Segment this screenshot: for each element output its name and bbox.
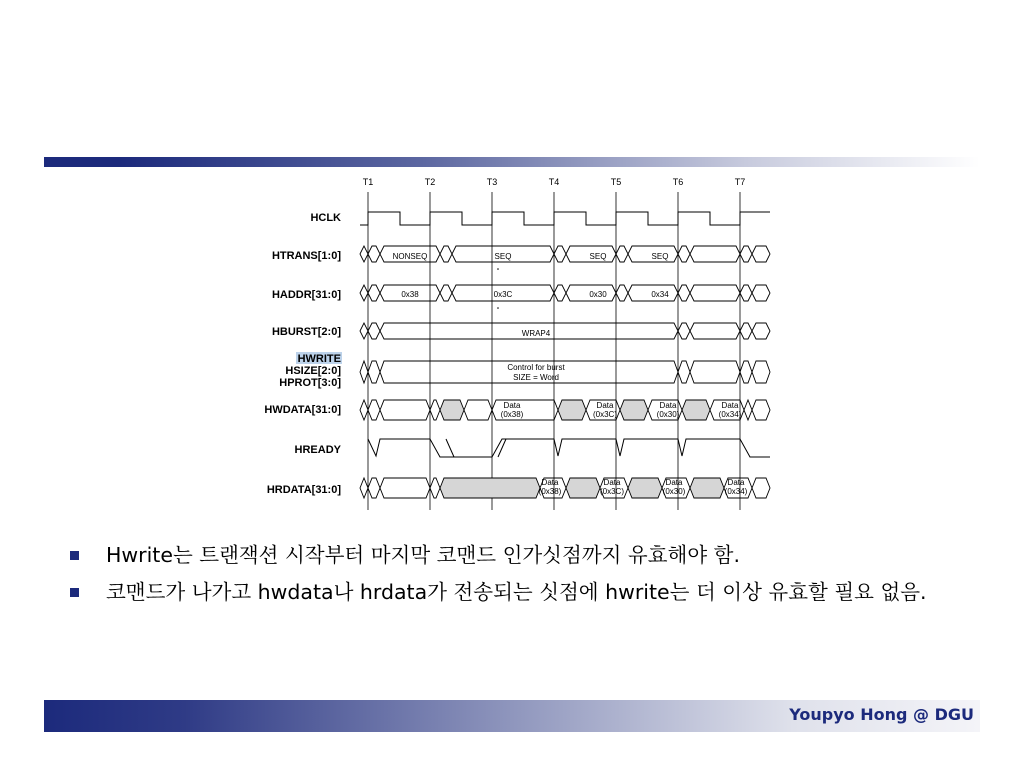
tick-label: T4 [548, 177, 560, 187]
bus-segment [440, 285, 452, 301]
signal-label-htrans: HTRANS[1:0] [271, 250, 341, 262]
signal-label-haddr: HADDR[31:0] [271, 289, 341, 301]
bus-segment [616, 246, 628, 262]
bullet-item-2 [70, 577, 970, 608]
hrdata-label-2: Data [603, 478, 621, 487]
htrans-value-1: NONSEQ [392, 252, 428, 261]
bus-segment [430, 400, 440, 420]
hrdata-addr-1: (0x38) [538, 487, 562, 496]
signal-label-hclk: HCLK [310, 212, 341, 224]
bus-segment [678, 361, 690, 383]
hrdata-addr-3: (0x30) [662, 487, 686, 496]
bus-segment [678, 285, 690, 301]
bus-segment [360, 478, 368, 498]
hrdata-label-1: Data [541, 478, 559, 487]
bus-segment [752, 478, 770, 498]
bus-segment [368, 361, 380, 383]
haddr-value-4: 0x34 [651, 290, 669, 299]
bus-segment [368, 400, 380, 420]
bus-segment [554, 246, 566, 262]
ahb-timing-diagram [240, 170, 780, 515]
bus-segment [360, 400, 368, 420]
bus-segment [368, 246, 380, 262]
hwdata-label-2: Data [596, 401, 614, 410]
hrdata-addr-2: (0x3C) [599, 487, 625, 496]
bus-segment [616, 285, 628, 301]
signal-label-hburst: HBURST[2:0] [271, 326, 341, 338]
control-value-line1: Control for burst [507, 363, 565, 372]
hwdata-addr-3: (0x30) [656, 410, 680, 419]
htrans-value-2: SEQ [494, 252, 512, 261]
bus-segment [380, 478, 430, 498]
haddr-value-2: 0x3C [493, 290, 513, 299]
bullet-square-icon [70, 588, 79, 597]
htrans-value-3: SEQ [589, 252, 607, 261]
signal-label-hsize: HSIZE[2:0] [285, 365, 341, 377]
bus-segment [368, 478, 380, 498]
bus-segment [558, 400, 586, 420]
tick-label: T7 [734, 177, 746, 187]
hwdata-addr-1: (0x38) [500, 410, 524, 419]
signal-label-hwrite: HWRITE [297, 353, 341, 365]
bus-segment [690, 323, 740, 339]
bullet-square-icon [70, 551, 79, 560]
hrdata-label-3: Data [665, 478, 683, 487]
signal-label-hrdata: HRDATA[31:0] [266, 484, 341, 496]
hwdata-label-3: Data [659, 401, 677, 410]
bus-waveform-layer [360, 246, 770, 498]
tick-label: T6 [672, 177, 684, 187]
tick-label: T2 [424, 177, 436, 187]
tick-label: T5 [610, 177, 622, 187]
bus-segment [682, 400, 710, 420]
bus-segment [740, 285, 752, 301]
bus-segment [744, 400, 752, 420]
signal-label-hwdata: HWDATA[31:0] [264, 404, 341, 416]
control-value-line2: SIZE = Word [513, 373, 559, 382]
marker-dot-2 [497, 307, 499, 309]
bus-segment [620, 400, 648, 420]
bus-segment [430, 478, 440, 498]
bus-segment [678, 246, 690, 262]
marker-dot-1 [497, 268, 499, 270]
bus-segment [690, 478, 724, 498]
bus-segment [464, 400, 492, 420]
signal-label-hready: HREADY [294, 444, 341, 456]
bus-segment [740, 361, 752, 383]
bullet-text-1: Hwrite는 트랜잭션 시작부터 마지막 코맨드 인가싯점까지 유효해야 함. [106, 543, 740, 567]
hwdata-addr-2: (0x3C) [592, 410, 618, 419]
bus-segment [368, 285, 380, 301]
hwdata-label-4: Data [721, 401, 739, 410]
bus-segment [690, 246, 740, 262]
bullet-list [70, 540, 970, 614]
bullet-item-1 [70, 540, 970, 571]
bus-segment [740, 323, 752, 339]
top-divider-bar [44, 157, 980, 167]
bus-segment [360, 285, 368, 301]
bus-segment [752, 246, 770, 262]
bus-segment [752, 323, 770, 339]
hburst-value: WRAP4 [521, 329, 551, 338]
bus-segment [368, 323, 380, 339]
tick-label: T1 [362, 177, 374, 187]
bus-segment [554, 285, 566, 301]
hclk-waveform [360, 212, 770, 225]
bus-segment [740, 246, 752, 262]
footer-credit: Youpyo Hong @ DGU [789, 705, 974, 724]
signal-label-hprot: HPROT[3:0] [279, 377, 341, 389]
haddr-value-3: 0x30 [589, 290, 607, 299]
bus-segment [678, 323, 690, 339]
hready-waveform [368, 439, 770, 457]
hwdata-label-1: Data [503, 401, 521, 410]
bus-segment [752, 400, 770, 420]
bus-segment [380, 400, 430, 420]
haddr-value-1: 0x38 [401, 290, 419, 299]
hrdata-label-4: Data [727, 478, 745, 487]
bus-segment [440, 478, 540, 498]
bullet-text-2: 코맨드가 나가고 hwdata나 hrdata가 전송되는 싯점에 hwrite는 더 이상 유효할 필요 없음. [106, 580, 927, 604]
bus-segment [440, 400, 464, 420]
bus-segment [690, 285, 740, 301]
hwdata-addr-4: (0x34) [718, 410, 742, 419]
bus-segment [690, 361, 740, 383]
bus-segment [360, 246, 368, 262]
bus-segment [360, 323, 368, 339]
tick-label: T3 [486, 177, 498, 187]
tick-layer [363, 177, 746, 510]
bus-segment [440, 246, 452, 262]
bus-segment [360, 361, 368, 383]
bus-segment [628, 478, 662, 498]
bus-segment [566, 478, 600, 498]
bus-segment [752, 361, 770, 383]
bus-segment [752, 285, 770, 301]
htrans-value-4: SEQ [651, 252, 669, 261]
hrdata-addr-4: (0x34) [724, 487, 748, 496]
